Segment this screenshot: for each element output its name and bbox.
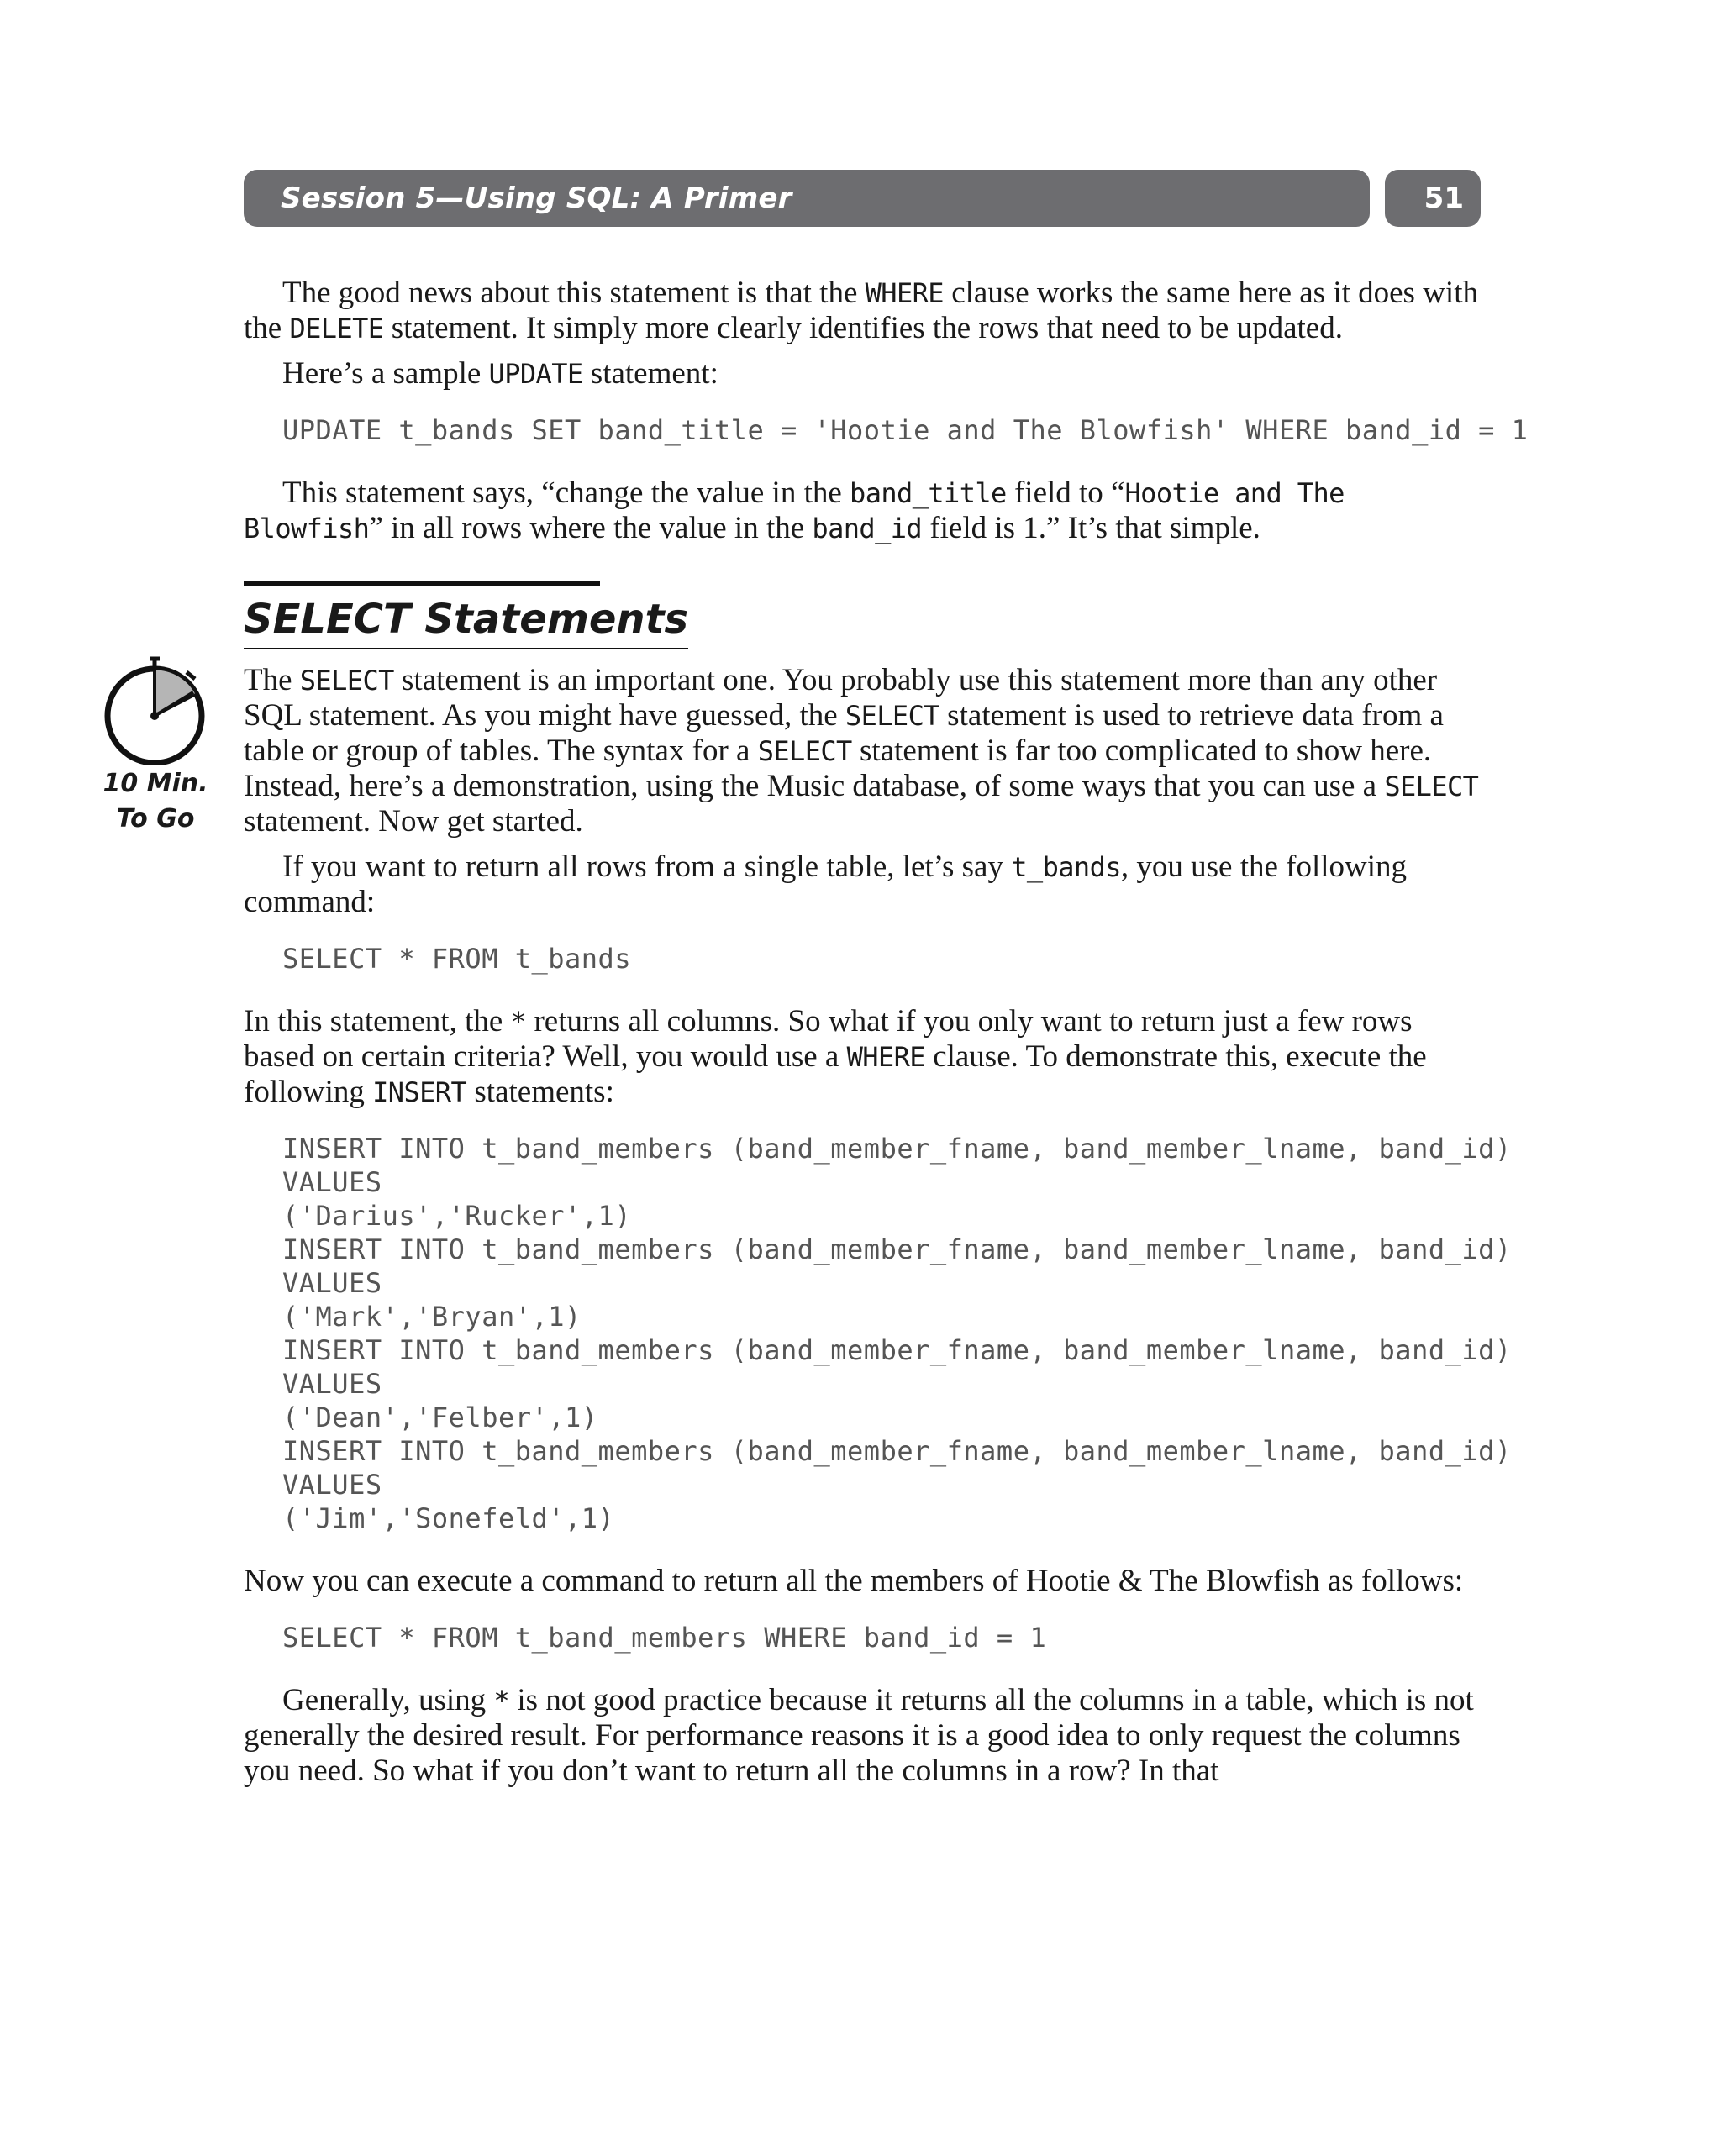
paragraph-update-explained: This statement says, “change the value in the band_title field to “Hootie and The Blowfish” in all rows where the value in the band_id field is 1.” It’s that simple. <box>244 476 1345 545</box>
stopwatch-icon <box>99 654 210 765</box>
inline-code: * <box>510 1006 527 1038</box>
code-block-update: UPDATE t_bands SET band_title = 'Hootie and The Blowfish' WHERE band_id = 1 <box>282 414 1529 446</box>
inline-code: DELETE <box>289 313 384 344</box>
paragraph-return-members: Now you can execute a command to return all the members of Hootie & The Blowfish as follows: <box>244 1564 1464 1598</box>
paragraph-where-clause: The good news about this statement is that the WHERE clause works the same here as it does with the DELETE statement. It simply more clearly identifies the rows that need to be updated. <box>244 276 1478 345</box>
inline-code: WHERE <box>865 277 944 309</box>
page-content <box>244 276 1529 1799</box>
paragraph-best-practice: Generally, using * is not good practice because it returns all the columns in a table, which is not generally the desired result. For performance reasons it is a good idea to only request the columns you need. So what if you don’t want to return all the columns in a row? In that <box>244 1683 1474 1788</box>
code-block-select-where: SELECT * FROM t_band_members WHERE band_id = 1 <box>282 1622 1047 1654</box>
inline-code: INSERT <box>372 1076 467 1108</box>
code-block-inserts: INSERT INTO t_band_members (band_member_fname, band_member_lname, band_id) VALUES ('Darius','Rucker',1) INSERT INTO t_band_members (band_member_fname, band_member_lname, band_id) VALUES ('Mark','Bryan',1) INSERT INTO t_band_members (band_member_fname, band_member_lname, band_id) VALUES ('Dean','Felber',1) INSERT INTO t_band_members (band_member_fname, band_member_lname, band_id) VALUES ('Jim','Sonefeld',1) <box>282 1133 1512 1534</box>
inline-code: SELECT <box>845 700 939 732</box>
paragraph-update-intro: Here’s a sample UPDATE statement: <box>282 356 718 391</box>
time-remaining-suffix: To Go <box>116 804 195 833</box>
section-heading-block <box>244 581 1486 649</box>
paragraph-select-intro: The SELECT statement is an important one. You probably use this statement more than any other SQL statement. As you might have guessed, the SELECT statement is used to retrieve data from a table or group of tables. The syntax for a SELECT statement is far too complicated to show here. Instead, here’s a demonstration, using the Music database, of some ways that you can use a SELECT statement. Now get started. <box>244 663 1479 839</box>
paragraph-return-all: If you want to return all rows from a single table, let’s say t_bands, you use the following command: <box>244 849 1408 919</box>
running-header-bar <box>244 170 1370 227</box>
inline-code: UPDATE <box>488 358 583 390</box>
time-remaining-label <box>84 766 227 837</box>
page-number-box <box>1385 170 1481 227</box>
section-title: SELECT Statements <box>244 594 688 649</box>
inline-code: band_id <box>812 513 923 544</box>
time-remaining-minutes: 10 Min. <box>103 769 208 798</box>
inline-code: band_title <box>850 477 1007 509</box>
running-header-title: Session 5—Using SQL: A Primer <box>281 181 792 215</box>
inline-code: SELECT <box>299 665 394 697</box>
inline-code: t_bands <box>1011 851 1121 883</box>
inline-code: * <box>493 1685 510 1717</box>
inline-code: SELECT <box>1384 770 1479 802</box>
section-rule <box>244 581 600 586</box>
inline-code: Hootie and The Blowfish <box>244 477 1345 544</box>
inline-code: WHERE <box>846 1041 925 1073</box>
paragraph-asterisk: In this statement, the * returns all columns. So what if you only want to return just a few rows based on certain criteria? Well, you would use a WHERE clause. To demonstrate this, execute the following INSERT statements: <box>244 1004 1427 1109</box>
page-number: 51 <box>1424 181 1464 215</box>
code-block-select-all: SELECT * FROM t_bands <box>282 943 632 975</box>
inline-code: SELECT <box>757 735 852 767</box>
